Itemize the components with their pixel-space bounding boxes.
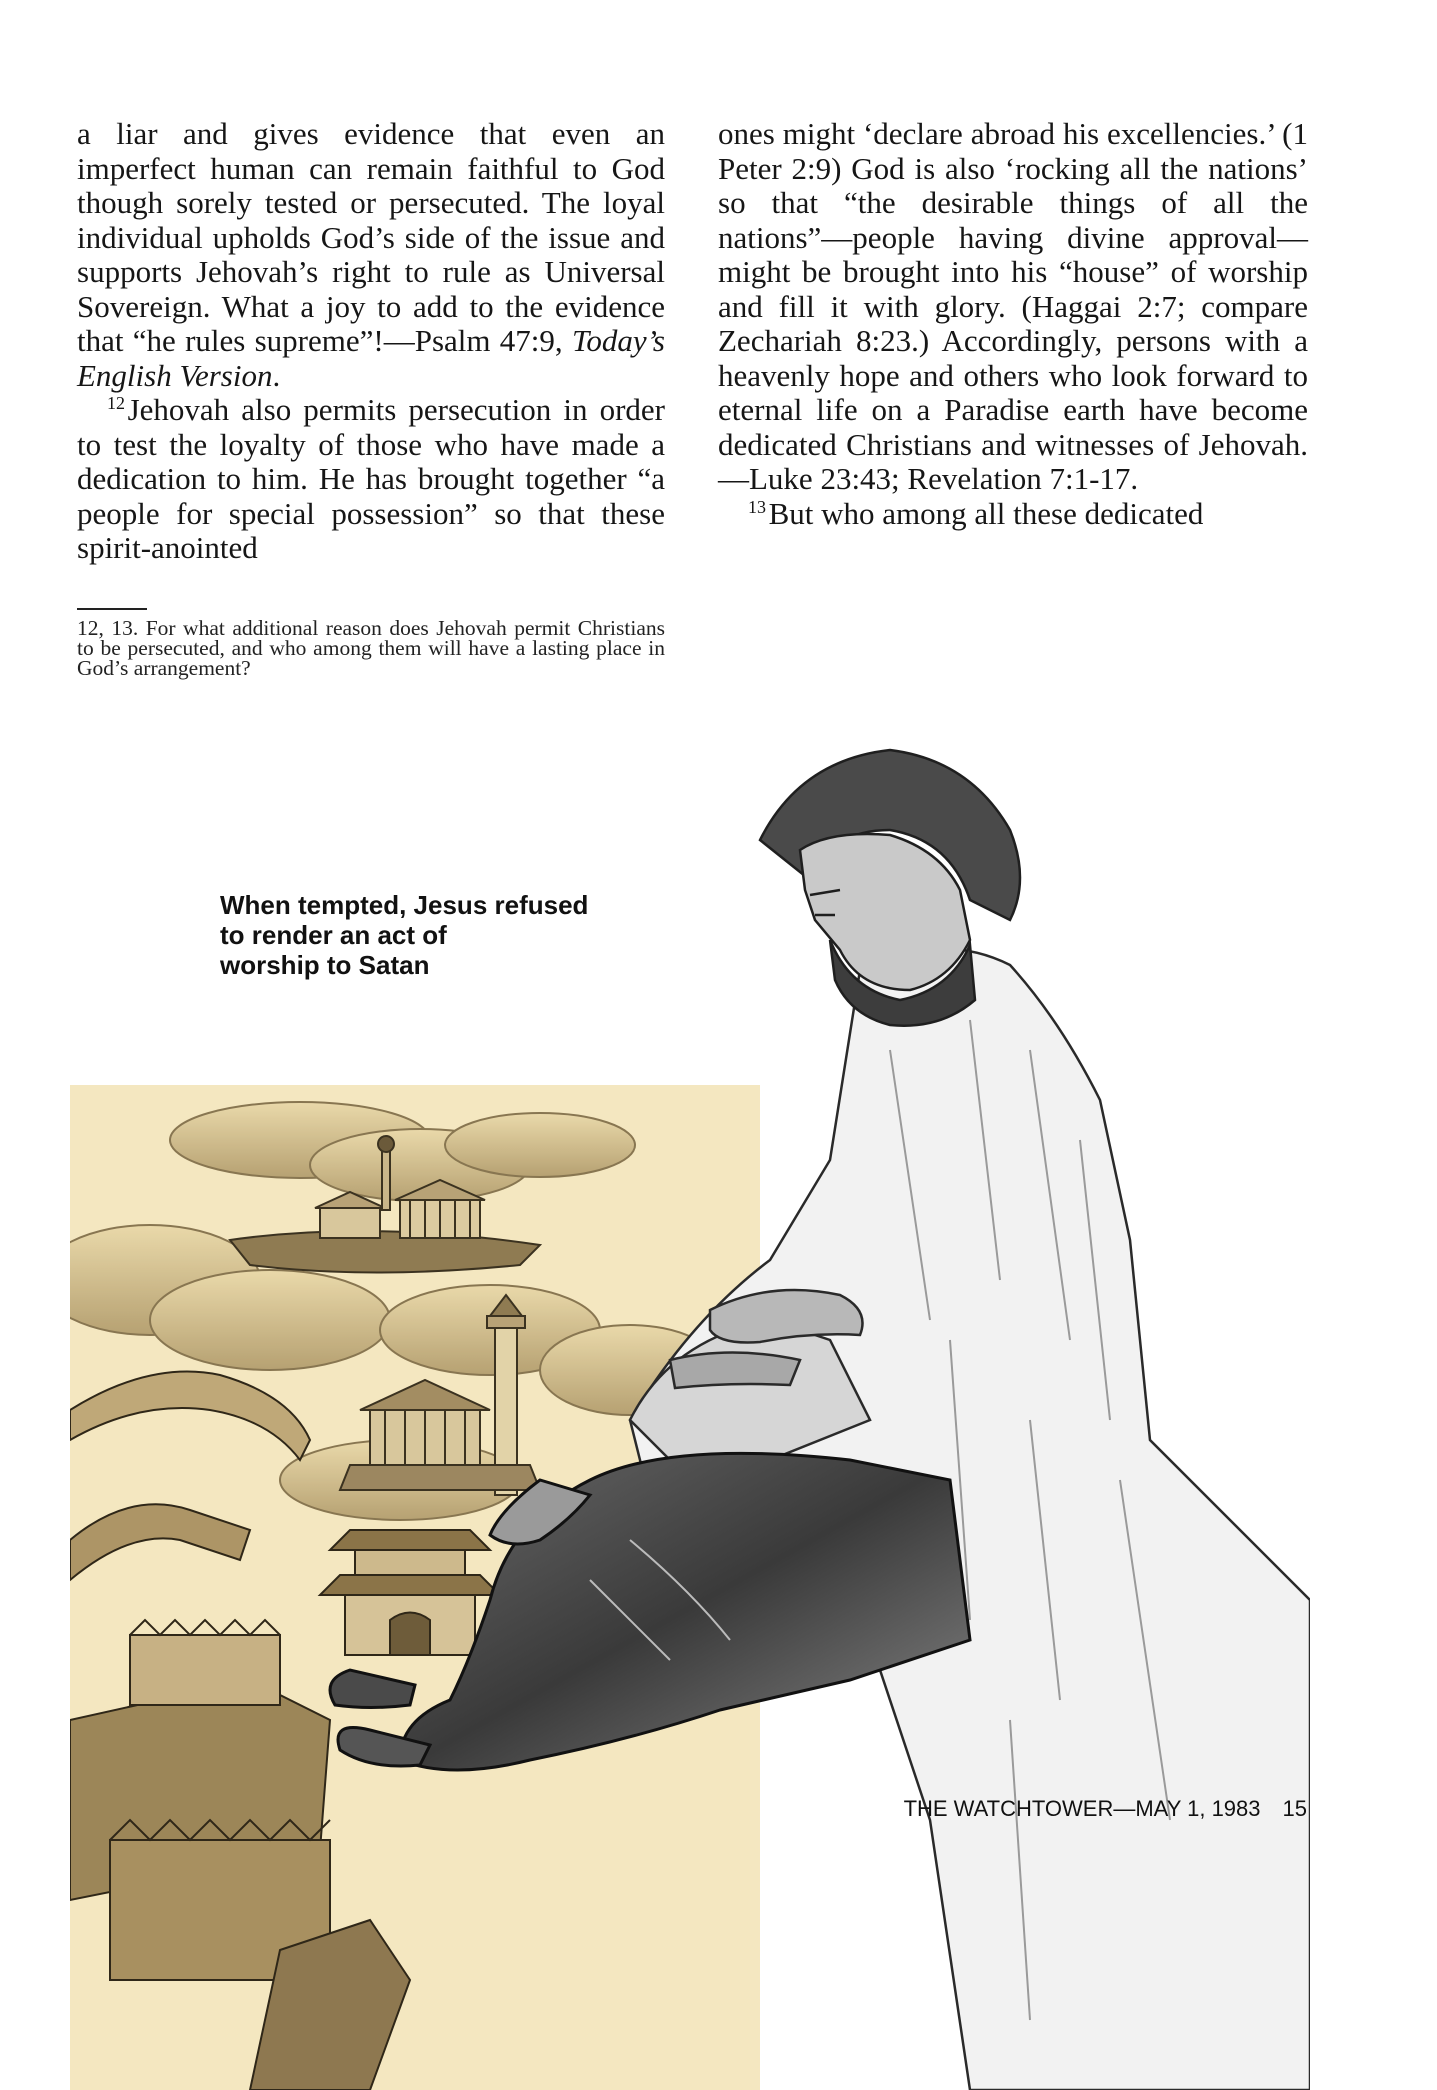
italic-version-name: Today’s English Version bbox=[77, 323, 665, 393]
publication-title: THE WATCHTOWER—MAY 1, 1983 bbox=[903, 1796, 1261, 1821]
paragraph-12-continuation: ones might ‘declare abroad his excellencies.’ (1 Peter 2:9) God is also ‘rocking all the nations’ so that “the desirable things of all the nations”—people having divine approval—might be brought into his “house” of worship and fill it with glory. (Haggai 2:7; compare Zechariah 8:23.) Accordingly, persons with a heavenly hope and others who look forward to eternal life on a Paradise earth have become dedicated Christians and witnesses of Jehovah.—Luke 23:43; Revelation 7:1-17. bbox=[718, 116, 1308, 496]
caption-line-1: When tempted, Jesus refused bbox=[220, 890, 589, 920]
question-divider bbox=[77, 608, 147, 610]
paragraph-number-13: 13 bbox=[748, 496, 766, 517]
caption-line-2: to render an act of bbox=[220, 920, 447, 950]
illustration-caption bbox=[220, 890, 660, 980]
paragraph-12: $^{12}$ Jehovah also permits persecution in order to test the loyalty of those who have made a dedication to him. He has brought together “a people for special possession” so that these spirit-anointed bbox=[77, 392, 665, 565]
page-footer bbox=[904, 1796, 1307, 1822]
right-text-column bbox=[718, 117, 1308, 531]
left-text-column bbox=[77, 117, 665, 566]
asian-palace bbox=[320, 1530, 500, 1655]
caption-line-3: worship to Satan bbox=[220, 950, 430, 980]
paragraph-13: $^{13}$ But who among all these dedicated bbox=[748, 495, 1204, 531]
page-number: 15 bbox=[1282, 1796, 1307, 1821]
paragraph-number-12: 12 bbox=[107, 393, 125, 413]
study-question: 12, 13. For what additional reason does Jehovah permit Christians to be persecuted, and who among them will have a lasting place in God’s arrangement? bbox=[77, 616, 665, 680]
paragraph-11-continuation: a liar and gives evidence that even an imperfect human can remain faithful to God though sorely tested or persecuted. The loyal individual upholds God’s side of the issue and supports Jehovah’s right to rule as Universal Sovereign. What a joy to add to the evidence that “he rules supreme”!—Psalm 47:9, Today’s English Version. bbox=[77, 116, 665, 393]
